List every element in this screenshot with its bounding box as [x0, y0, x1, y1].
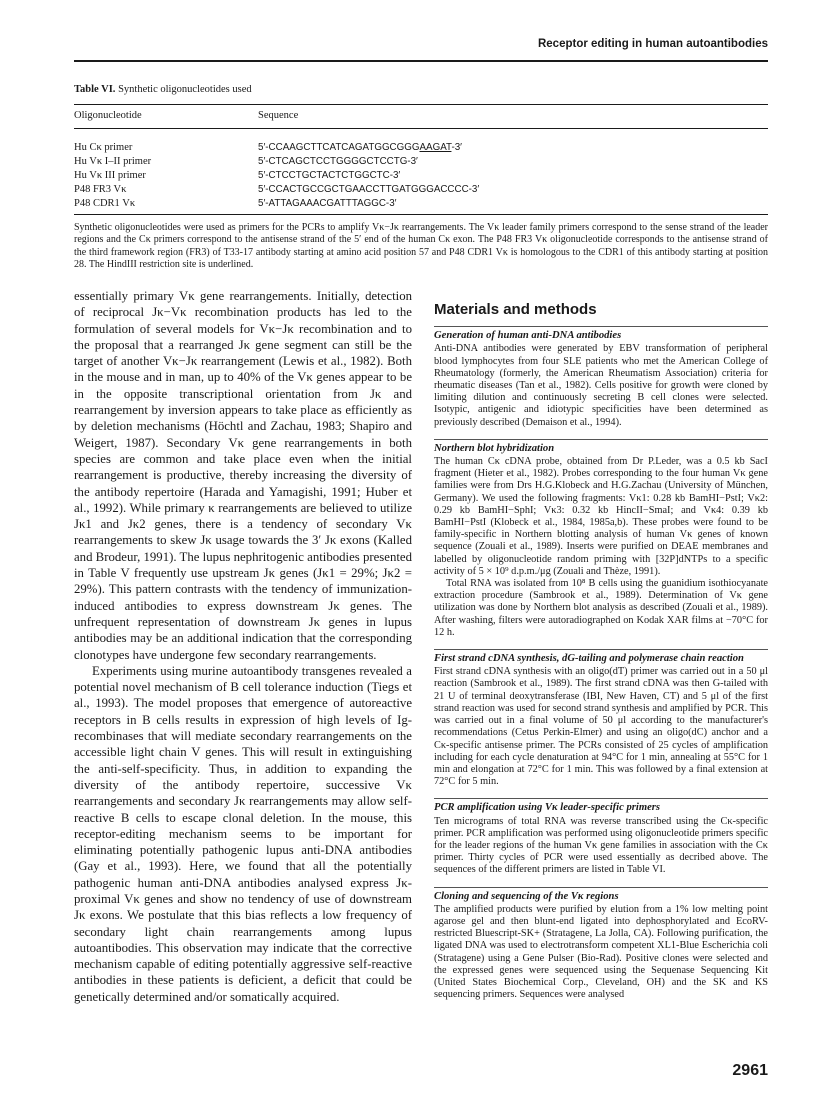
right-column — [434, 301, 768, 1011]
body-paragraph: Ten micrograms of total RNA was reverse transcribed using the Cκ-specific primer. PCR amplification was performed using oligonucleotide primers specific for the leader regions of the human Vκ gene families in association with the Cκ primer. Thirty cycles of PCR were used essentially as decribed above. The sequences of the different primers are listed in Table VI. — [434, 815, 768, 876]
table-title — [74, 84, 252, 95]
table-row-name: Hu Vκ III primer — [74, 170, 146, 181]
subsection-title: Cloning and sequencing of the Vκ regions — [434, 890, 619, 902]
table-row-name: Hu Cκ primer — [74, 142, 133, 153]
body-paragraph: The amplified products were purified by elution from a 1% low melting point agarose gel and then blunt-end ligated into dephosphorylated and EcoRV-restricted Bluescript-SK+ (Stratagene, La Jolla, CA). Following purification, the ligated DNA was used to electrotransform competent XL1-Blue Escherichia coli (Stratagene) using a Gene Pulser (Bio-Rad). Positive clones were selected and the expressed genes were sequenced using the Sequenase Sequencing Kit (United States Biochemical Corp., Cleveland, OH) and the SK and KS sequencing primers. Sequences were analysed — [434, 903, 768, 1001]
table-row-sequence: 5′-CCACTGCCGCTGAACCTTGATGGGACCCC-3′ — [258, 184, 480, 195]
table-header-oligo: Oligonucleotide — [74, 110, 142, 121]
subsection-title: First strand cDNA synthesis, dG-tailing and polymerase chain reaction — [434, 653, 744, 665]
table-header-sequence: Sequence — [258, 110, 299, 121]
table-caption: Synthetic oligonucleotides used — [118, 84, 252, 95]
subsection — [434, 649, 768, 788]
body-paragraph: Experiments using murine autoantibody transgenes revealed a potential novel mechanism of B cell tolerance induction (Tiegs et al., 1993). The model proposes that emergence of autoreactive receptors in B cells results in expression of high levels of Ig-recombinases that will mediate secondary rearrangements on the accessible light chain V genes. This will result in extinguishing the anti-self-specificity. Thus, in addition to expanding the diversity of the antibody repertoire, successive Vκ rearrangements and secondary Jκ rearrangements may allow self-reactive B cells to escape clonal deletion. In the mouse, this receptor-editing mechanism seems to be important for eliminating potentially pathogenic lupus anti-DNA antibodies (Gay et al., 1993). Here, we found that all the potentially pathogenic human anti-DNA antibodies analysed express Jκ-proximal Vκ genes and show no tendency of use of downstream Jκ exons. We postulate that this bias reflects a low frequency of secondary light chain rearrangements among lupus autoantibodies. This observation may indicate that the corrective mechanism capable of editing potentially aggressive self-reactive antibodies in these patients is deficient, a deficit that could be genetically determined and/or somatically acquired. — [74, 663, 412, 1004]
table-row-name: P48 CDR1 Vκ — [74, 198, 136, 209]
body-paragraph: Anti-DNA antibodies were generated by EBV transformation of peripheral blood lymphocytes from four SLE patients who met the American College of Rheumatology (formerly, the American Rheumatism Association) criteria for rheumatic diseases (Tan et al., 1982). Cells positive for growth were cloned by limiting dilution and continuously secreting B cell clones were selected. Isotypic, antigenic and idiotypic specificities have been determined as previously described (Demaison et al., 1994). — [434, 343, 768, 428]
subsection — [434, 326, 768, 429]
subsection — [434, 798, 768, 876]
table-row-name: Hu Vκ I–II primer — [74, 156, 152, 167]
subsection-title: PCR amplification using Vκ leader-specific primers — [434, 802, 661, 814]
page-number: 2961 — [732, 1062, 768, 1079]
running-head: Receptor editing in human autoantibodies — [537, 38, 768, 50]
subsection-title: Generation of human anti-DNA antibodies — [434, 330, 622, 342]
header-rule — [74, 60, 768, 62]
table-row-sequence: 5′-ATTAGAAACGATTTAGGC-3′ — [258, 198, 397, 209]
table-top-rule — [74, 104, 768, 105]
body-paragraph: essentially primary Vκ gene rearrangements. Initially, detection of reciprocal Jκ−Vκ recombination products has led to the formulation of several models for Vκ−Jκ recombination and to the proposal that a rearranged Jκ gene segment can still be the target of another Vκ−Jκ rearrangement (Lewis et al., 1982). Both in the mouse and in man, up to 40% of the Vκ genes appear to be in the opposite transcriptional orientation from Jκ and rearrangement by inversion appears to take place as efficiently as by deletion mechanisms (Höchtl and Zachau, 1983; Shapiro and Weigert, 1987). Secondary Vκ gene rearrangements in both species are common and take place even when the initial rearrangement is productive, thereby increasing the diversity of the antibody repertoire (Harada and Yamagishi, 1991; Huber et al., 1992). While primary κ rearrangements are believed to utilize Jκ1 and Jκ2 genes, there is a tendency of secondary Vκ rearrangements to skew Jκ usage towards the 3′ Jκ exons (Kalled and Brodeur, 1991). The lupus nephritogenic antibodies presented in Table V frequently use upstream Jκ genes (Jκ1 = 29%; Jκ2 = 29%). This pattern contrasts with the tendency of immunization-induced antibodies to express downstream Jκ genes. The unfrequent representation of downstream Jκ genes in lupus antibodies may be an additional indication that the corresponding clonotypes have undergone few secondary rearrangements. — [74, 289, 412, 662]
body-paragraph: First strand cDNA synthesis with an oligo(dT) primer was carried out in a 50 μl reaction (Sambrook et al., 1989). The first strand cDNA was then G-tailed with 21 U of terminal deoxytransferase (IBI, New Haven, CT) and 5 μl of the first strand reaction was used for second strand synthesis and amplified by PCR. This was carried out in a final volume of 50 μl according to the manufacturer's recommendations (Cetus Perkin-Elmer) and using an oligo(dC) anchor and a Cκ-specific antisense primer. The PCRs consisted of 25 cycles of amplification including for each cycle denaturation at 94°C for 1 min, annealing at 55°C for 1 min and elongation at 72°C for 1 min. This was followed by a final extension at 72°C for 5 min. — [434, 666, 768, 788]
body-paragraph: The human Cκ cDNA probe, obtained from Dr P.Leder, was a 0.5 kb SacI fragment (Hieter et al., 1982). Probes corresponding to the four human Vκ gene families were from Drs H.G.Klobeck and H.G.Zachau (University of München, Germany). We used the following fragments: Vκ1: 0.28 kb BamHI−PstI; Vκ2: 0.29 kb BamHI−SphI; Vκ3: 0.32 kb HincII−SmaI; and Vκ4: 0.39 kb BamHI−PstI (Klobeck et al., 1984, 1985a,b). These probes were found to be family-specific in Northern blotting analysis of human Vκ genes of known sequence (Zouali et al., 1989). Inserts were purified on DEAE membranes and labelled by oligonucleotide random priming with [32P]dNTPs to a specific activity of 5 × 10⁹ d.p.m./μg (Zouali and Thèze, 1991). — [434, 456, 768, 577]
table-row-sequence: 5′-CTCCTGCTACTCTGGCTC-3′ — [258, 170, 401, 181]
section-heading: Materials and methods — [434, 301, 597, 318]
body-paragraph: Total RNA was isolated from 10⁸ B cells using the guanidium isothiocyanate extraction procedure (Sambrook et al., 1989). Determination of Vκ gene utilization was done by Northern blot analysis as described (Zouali et al., 1989). After washing, filters were autoradiographed on Kodak XAR films at −70°C for 12 h. — [434, 578, 768, 638]
hindiii-site: AAGAT — [419, 142, 452, 153]
subsection — [434, 439, 768, 639]
table-row-name: P48 FR3 Vκ — [74, 184, 127, 195]
table-row-sequence: 5′-CCAAGCTTCATCAGATGGCGGGAAGAT-3′ — [258, 142, 463, 153]
table-row-sequence: 5′-CTCAGCTCCTGGGGCTCCTG-3′ — [258, 156, 418, 167]
subsection — [434, 887, 768, 1002]
table-footnote: Synthetic oligonucleotides were used as primers for the PCRs to amplify Vκ−Jκ rearrangements. The Vκ leader family primers correspond to the sense strand of the leader regions and the Cκ primers correspond to the antisense strand of the 5′ end of the human Cκ exon. The P48 FR3 Vκ oligonucleotide corresponds to the antisense strand of the third framework region (FR3) of T33-17 antibody starting at amino acid position 57 and P48 CDR1 Vκ is homologous to the CDR1 of this antibody starting at position 28. The HindIII restriction site is underlined. — [74, 222, 768, 270]
table-bottom-rule — [74, 214, 768, 215]
table-header-rule — [74, 128, 768, 129]
table-label: Table VI. — [74, 84, 116, 95]
subsection-title: Northern blot hybridization — [434, 442, 555, 454]
left-column — [74, 288, 412, 1005]
